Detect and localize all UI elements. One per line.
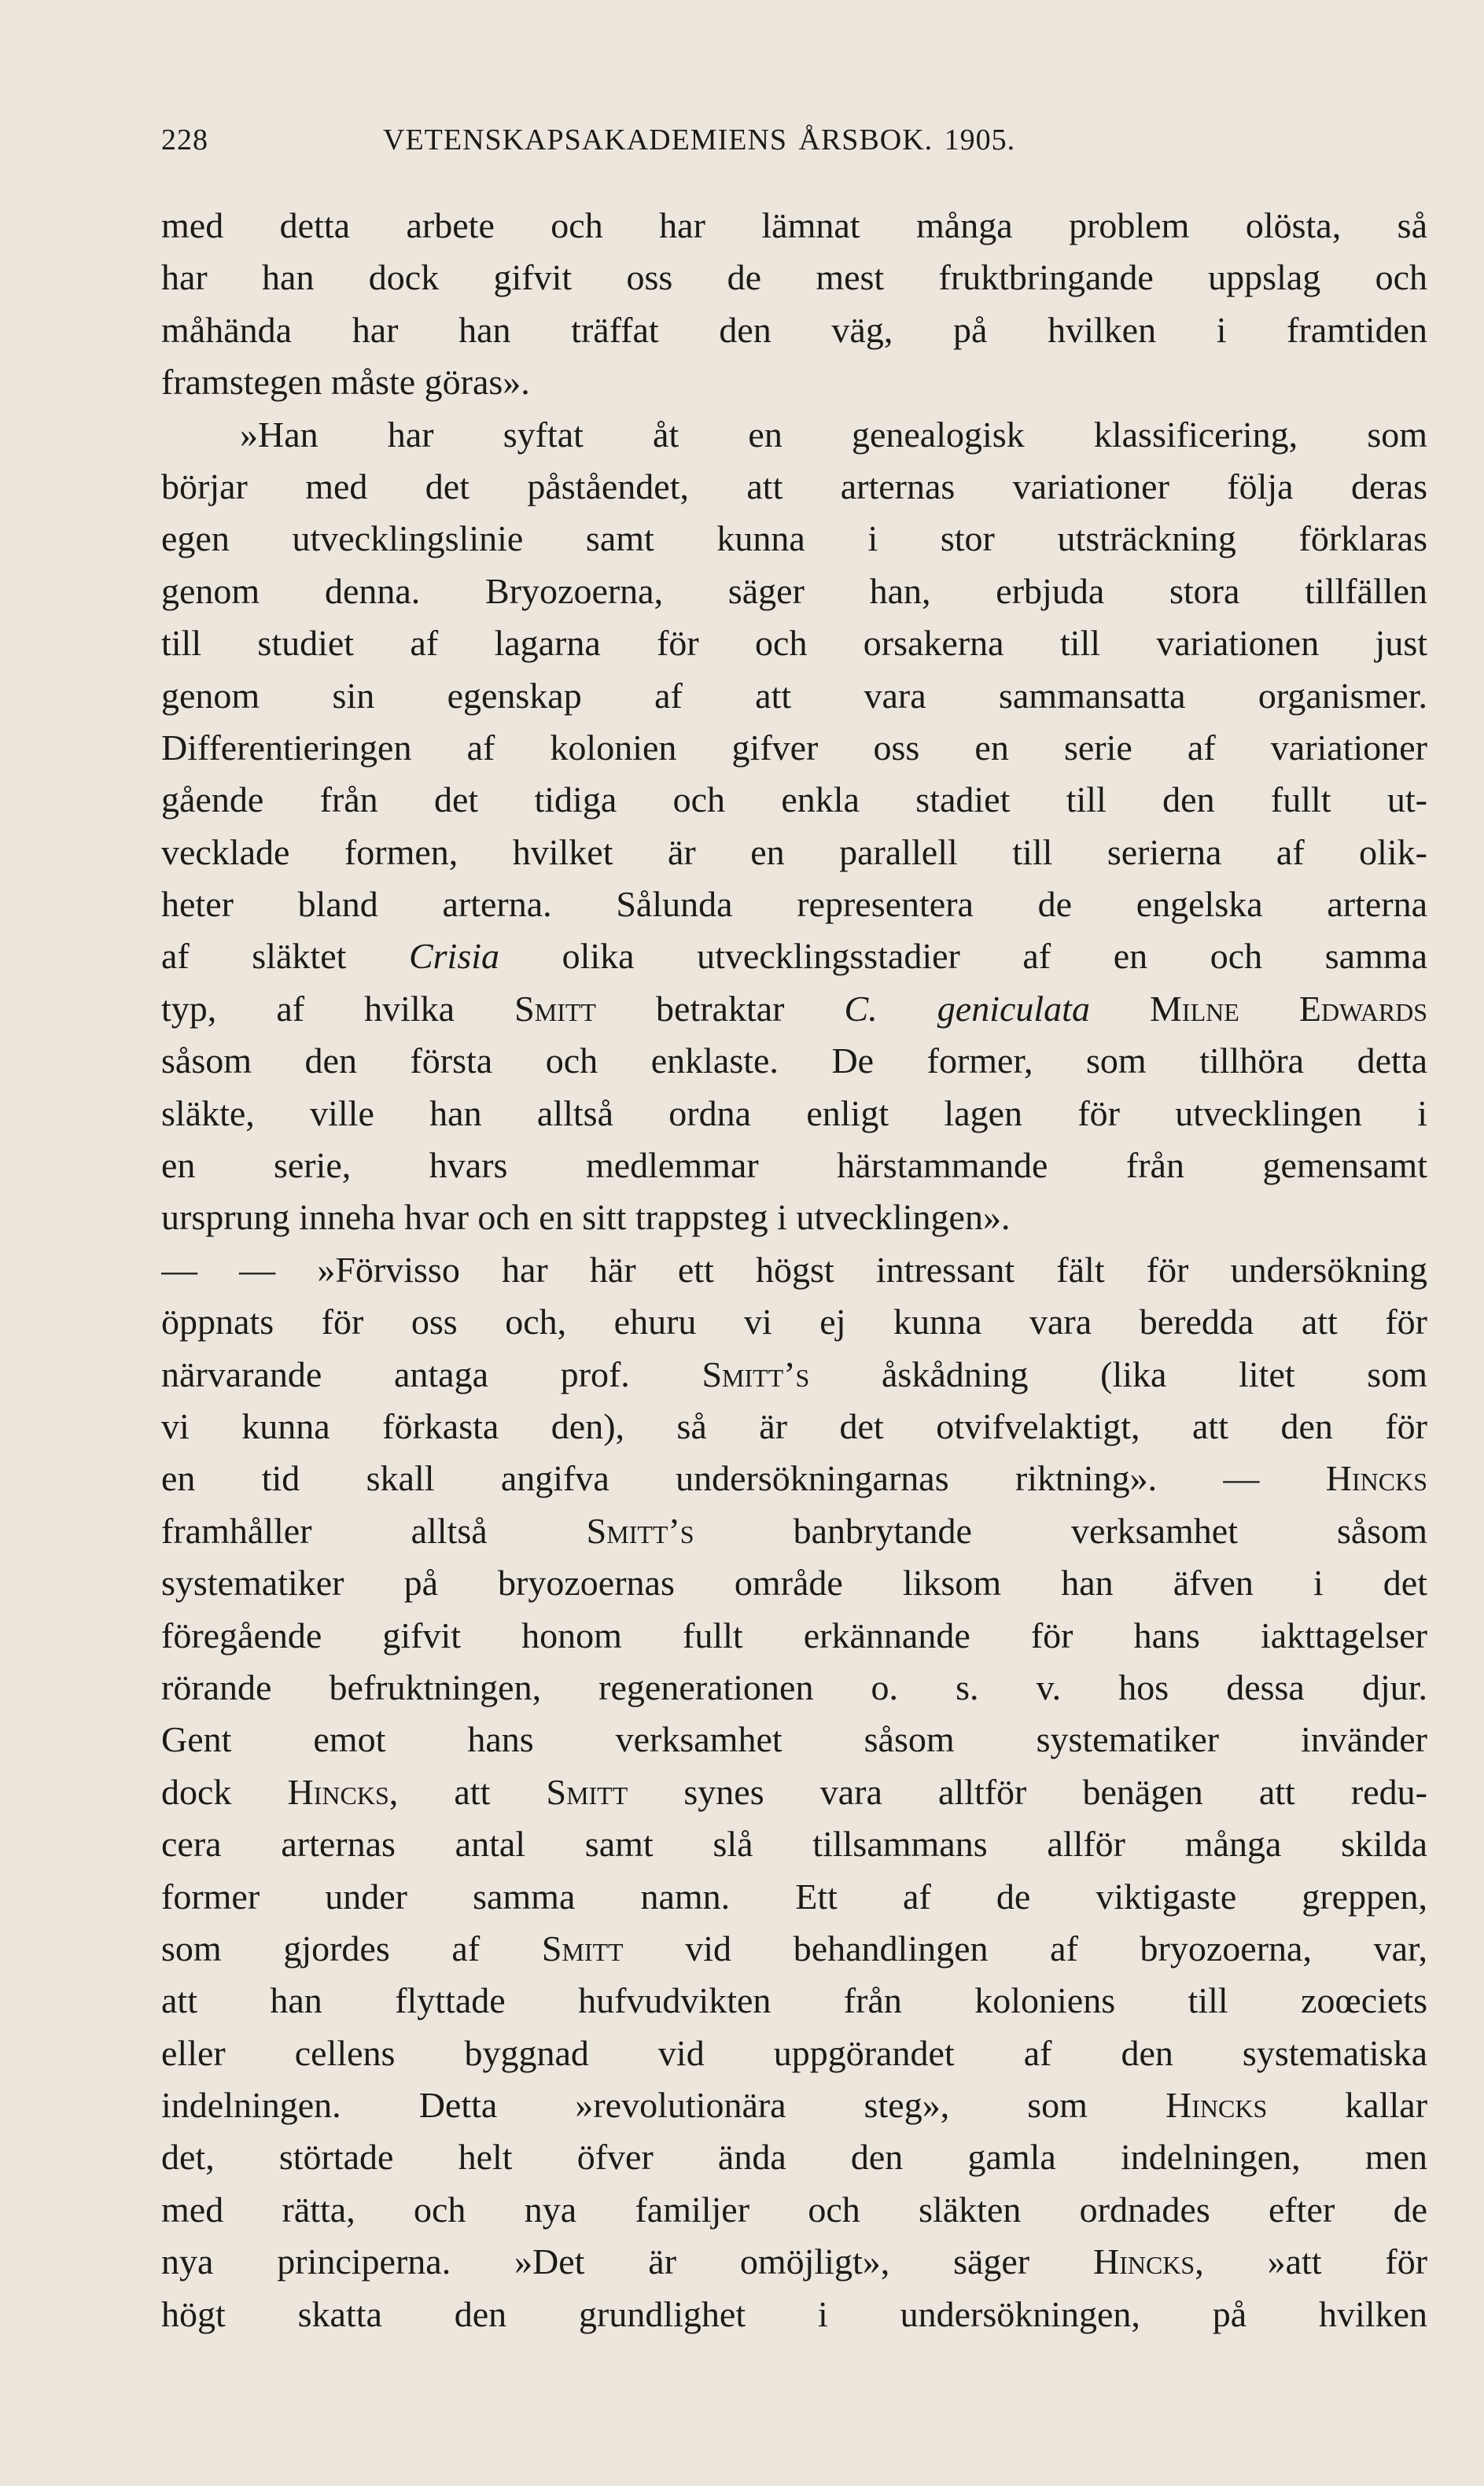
text-span: indelningen. Detta »revolutionära steg», som (161, 2085, 1088, 2126)
text-line: gående från det tidiga och enkla stadiet till den fullt ut- (161, 779, 1427, 820)
text-span: dock (161, 1771, 232, 1812)
author-name: Hincks, (287, 1771, 399, 1812)
text-line (161, 1349, 1427, 1401)
text-span: som gjordes af (161, 1928, 481, 1969)
text-line: — — »Förvisso har här ett högst intressant fält för undersökning (161, 1249, 1427, 1290)
text-line: egen utvecklingslinie samt kunna i stor utsträckning förklaras (161, 518, 1427, 559)
text-span: en tid skall angifva undersökningarnas riktning». — (161, 1458, 1260, 1499)
text-line: vi kunna förkasta den), så är det otvifvelaktigt, att den för (161, 1405, 1427, 1446)
page-number: 228 (161, 123, 208, 157)
text-span: framhåller alltså (161, 1510, 488, 1551)
text-line: till studiet af lagarna för och orsakerna till variationen just (161, 623, 1427, 664)
text-span: åskådning (lika litet som (882, 1353, 1427, 1394)
text-line: med rätta, och nya familjer och släkten ordnades efter de (161, 2189, 1427, 2230)
author-name: Smitt’s (701, 1353, 810, 1394)
text-line: med detta arbete och har lämnat många problem olösta, så (161, 205, 1427, 245)
text-line: högt skatta den grundlighet i undersökningen, på hvilken (161, 2293, 1427, 2334)
text-line: heter bland arterna. Sålunda representera de engelska arterna (161, 884, 1427, 925)
text-span: typ, af hvilka (161, 988, 455, 1029)
text-line: att han flyttade hufvudvikten från koloniens till zoœciets (161, 1980, 1427, 2021)
text-line: föregående gifvit honom fullt erkännande för hans iakttagelser (161, 1615, 1427, 1655)
text-line (161, 983, 1427, 1035)
text-line: börjar med det påståendet, att arternas variationer följa deras (161, 466, 1427, 506)
text-line (161, 1923, 1427, 1975)
text-span: vid behandlingen af bryozoerna, var, (685, 1928, 1427, 1969)
genus-name: Crisia (408, 936, 500, 977)
author-name: Milne Edwards (1150, 988, 1427, 1029)
text-line: det, störtade helt öfver ända den gamla indelningen, men (161, 2137, 1427, 2178)
text-span: betraktar (656, 988, 785, 1029)
text-line: eller cellens byggnad vid uppgörandet af den systematiska (161, 2032, 1427, 2073)
text-line (161, 1505, 1427, 1557)
text-span: af släktet (161, 936, 347, 977)
author-name: Hincks, (1092, 2241, 1204, 2282)
text-line: rörande befruktningen, regenerationen o. s. v. hos dessa djur. (161, 1667, 1427, 1707)
text-line: vecklade formen, hvilket är en parallell till serierna af olik- (161, 831, 1427, 872)
author-name: Smitt (546, 1771, 628, 1812)
text-line: öppnats för oss och, ehuru vi ej kunna vara beredda att för (161, 1302, 1427, 1342)
text-span: att (454, 1771, 491, 1812)
text-line: genom sin egenskap af att vara sammansatta organismer. (161, 675, 1427, 716)
running-header (161, 116, 1427, 164)
text-line (161, 1766, 1427, 1818)
author-name: Hincks (1325, 1458, 1427, 1499)
author-name: Smitt (514, 988, 596, 1029)
text-span: »att för (1267, 2241, 1427, 2282)
text-span: synes vara alltför benägen att redu- (683, 1771, 1427, 1812)
author-name: Smitt (541, 1928, 624, 1969)
text-line (161, 2079, 1427, 2131)
text-span: olika utvecklingsstadier af en och samma (562, 936, 1427, 977)
text-line: Differentieringen af kolonien gifver oss en serie af variationer (161, 727, 1427, 768)
author-name: Smitt’s (586, 1510, 694, 1551)
text-line: Gent emot hans verksamhet såsom systematiker invänder (161, 1719, 1427, 1760)
text-span: banbrytande verksamhet såsom (793, 1510, 1427, 1551)
text-line: former under samma namn. Ett af de viktigaste greppen, (161, 1876, 1427, 1917)
text-line: måhända har han träffat den väg, på hvilken i framtiden (161, 309, 1427, 350)
text-span: nya principerna. »Det är omöjligt», säger (161, 2241, 1030, 2282)
text-line: systematiker på bryozoernas område liksom han äfven i det (161, 1563, 1427, 1604)
text-line: har han dock gifvit oss de mest fruktbringande uppslag och (161, 257, 1427, 298)
text-line: ursprung inneha hvar och en sitt trappsteg i utvecklingen». (161, 1197, 1011, 1238)
text-line: såsom den första och enklaste. De former, som tillhöra detta (161, 1040, 1427, 1081)
text-line: cera arternas antal samt slå tillsammans allför många skilda (161, 1824, 1427, 1865)
text-line: släkte, ville han alltså ordna enligt lagen för utvecklingen i (161, 1092, 1427, 1133)
text-line: genom denna. Bryozoerna, säger han, erbjuda stora tillfällen (161, 570, 1427, 611)
text-line: en serie, hvars medlemmar härstammande från gemensamt (161, 1145, 1427, 1186)
text-span: närvarande antaga prof. (161, 1353, 630, 1394)
author-name: Hincks (1165, 2085, 1268, 2126)
text-line (161, 1453, 1427, 1504)
text-line (161, 930, 1427, 982)
species-name: C. geniculata (844, 988, 1090, 1029)
text-line (161, 2236, 1427, 2288)
text-line: »Han har syftat åt en genealogisk klassificering, som (240, 414, 1427, 455)
body-text (161, 200, 1427, 2341)
text-span: kallar (1345, 2085, 1427, 2126)
text-line: framstegen måste göras». (161, 362, 530, 403)
running-title: VETENSKAPSAKADEMIENS ÅRSBOK. 1905. (383, 123, 1016, 157)
